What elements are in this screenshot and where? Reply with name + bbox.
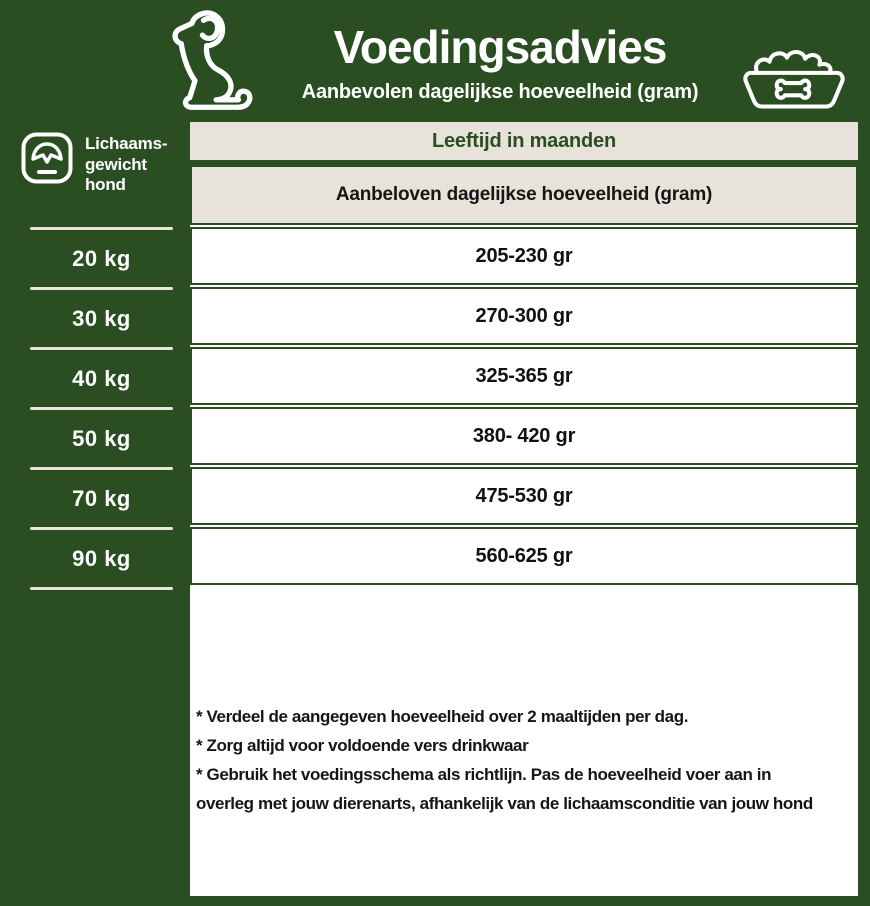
legend-line: Lichaams- xyxy=(85,134,168,153)
weight-label: 20 kg xyxy=(72,245,131,271)
legend-line: gewicht xyxy=(85,154,147,174)
header xyxy=(250,22,750,104)
weight-label: 40 kg xyxy=(72,365,131,391)
amount-header: Aanbeloven dagelijkse hoeveelheid (gram) xyxy=(190,165,858,225)
table-row: 325-365 gr xyxy=(190,347,858,405)
dog-bowl-icon xyxy=(738,46,850,112)
table-row: 560-625 gr xyxy=(190,527,858,585)
weight-divider xyxy=(30,587,173,590)
weight-scale-icon xyxy=(20,131,74,196)
legend-line: hond xyxy=(85,175,126,195)
weight-column xyxy=(0,227,190,590)
weight-label: 90 kg xyxy=(72,545,131,571)
weight-label: 70 kg xyxy=(72,485,131,511)
table-row: 270-300 gr xyxy=(190,287,858,345)
age-header: Leeftijd in maanden xyxy=(190,122,858,160)
footnote: * Zorg altijd voor voldoende vers drinkwaar xyxy=(196,735,529,755)
table-row: 475-530 gr xyxy=(190,467,858,525)
body-weight-label xyxy=(85,131,167,196)
footnote: * Verdeel de aangegeven hoeveelheid over 2 maaltijden per dag. xyxy=(196,707,689,726)
table-row: 380- 420 gr xyxy=(190,407,858,465)
table-row: 205-230 gr xyxy=(190,227,858,285)
weight-label: 50 kg xyxy=(72,425,131,451)
footnotes xyxy=(190,587,858,819)
body-weight-legend xyxy=(20,131,167,196)
table-panel xyxy=(190,165,858,896)
footnote: * Gebruik het voedingsschema als richtlijn. Pas de hoeveelheid voer aan in overleg met jouw dierenarts, afhankelijk van de lichaamsconditie van jouw hond xyxy=(196,764,813,813)
page-title: Voedingsadvies xyxy=(333,21,667,73)
weight-label: 30 kg xyxy=(72,305,131,331)
page-subtitle: Aanbevolen dagelijkse hoeveelheid (gram) xyxy=(301,80,699,103)
